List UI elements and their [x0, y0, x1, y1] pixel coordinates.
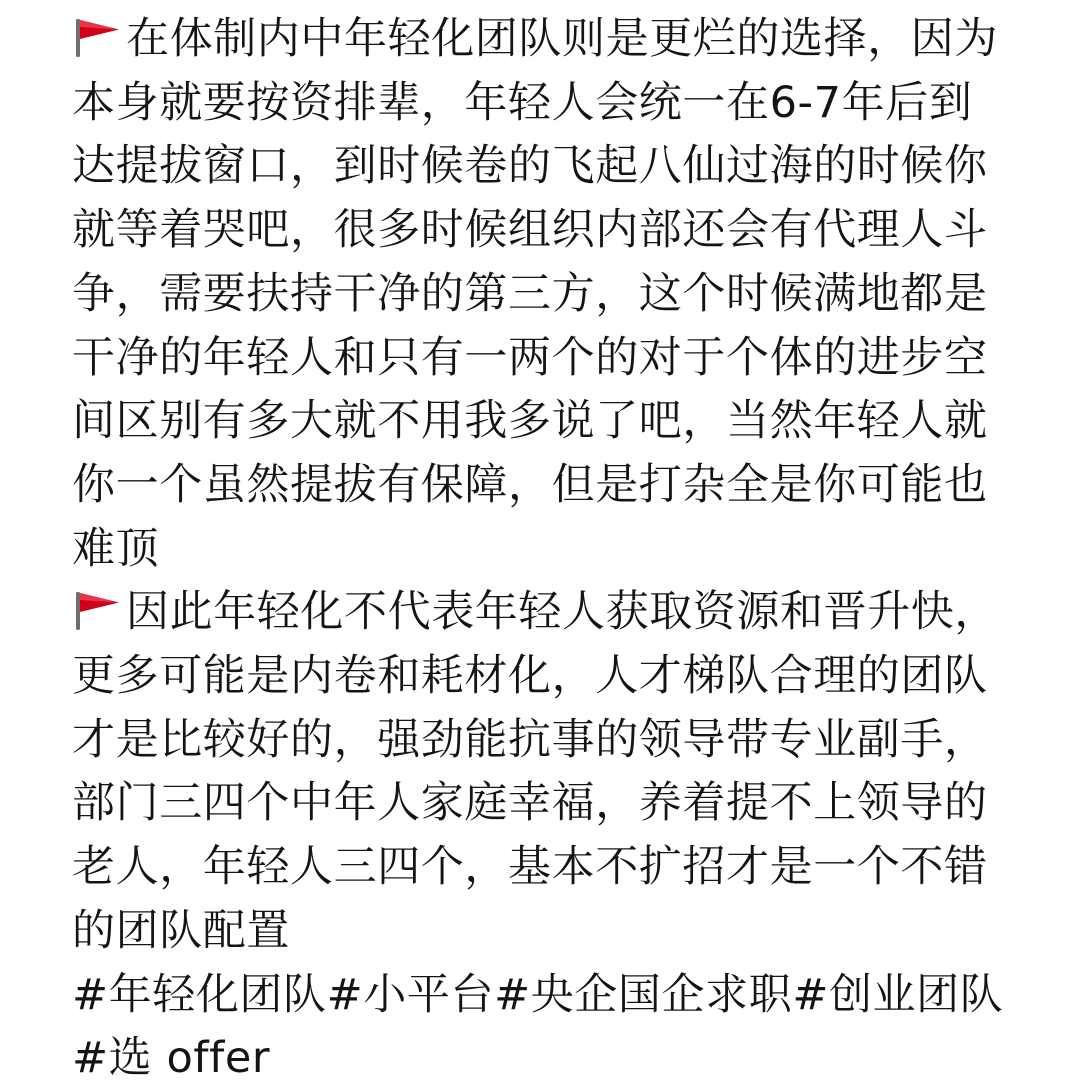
hashtag-link[interactable]: #年轻化团队 [72, 969, 327, 1020]
post-body [72, 8, 1008, 1091]
paragraph-1-text: 在体制内中年轻化团队则是更烂的选择，因为本身就要按资排辈，年轻人会统一在6-7年后到达提拔窗口，到时候卷的飞起八仙过海的时候你就等着哭吧，很多时候组织内部还会有代理人斗争，需要扶持干净的第三方，这个时候满地都是干净的年轻人和只有一两个的对于个体的进步空间区别有多大就不用我多说了吧，当然年轻人就你一个虽然提拔有保障，但是打杂全是你可能也难顶 [72, 14, 998, 574]
hashtag-link[interactable]: #小平台 [326, 969, 495, 1020]
hashtag-link[interactable]: #央企国企求职 [494, 969, 793, 1020]
paragraph-1 [72, 8, 1008, 581]
red-triangular-flag-icon [72, 591, 122, 631]
hashtag-link[interactable]: #创业团队 [792, 969, 1004, 1020]
paragraph-2-text: 因此年轻化不代表年轻人获取资源和晋升快，更多可能是内卷和耗材化，人才梯队合理的团队才是比较好的，强劲能抗事的领导带专业副手，部门三四个中年人家庭幸福，养着提不上领导的老人，年轻人三四个，基本不扩招才是一个不错的团队配置 [72, 587, 998, 956]
hashtag-link[interactable]: #选 offer [72, 1033, 271, 1084]
paragraph-2 [72, 581, 1008, 963]
red-triangular-flag-icon [72, 18, 122, 58]
hashtag-list [72, 964, 1008, 1091]
